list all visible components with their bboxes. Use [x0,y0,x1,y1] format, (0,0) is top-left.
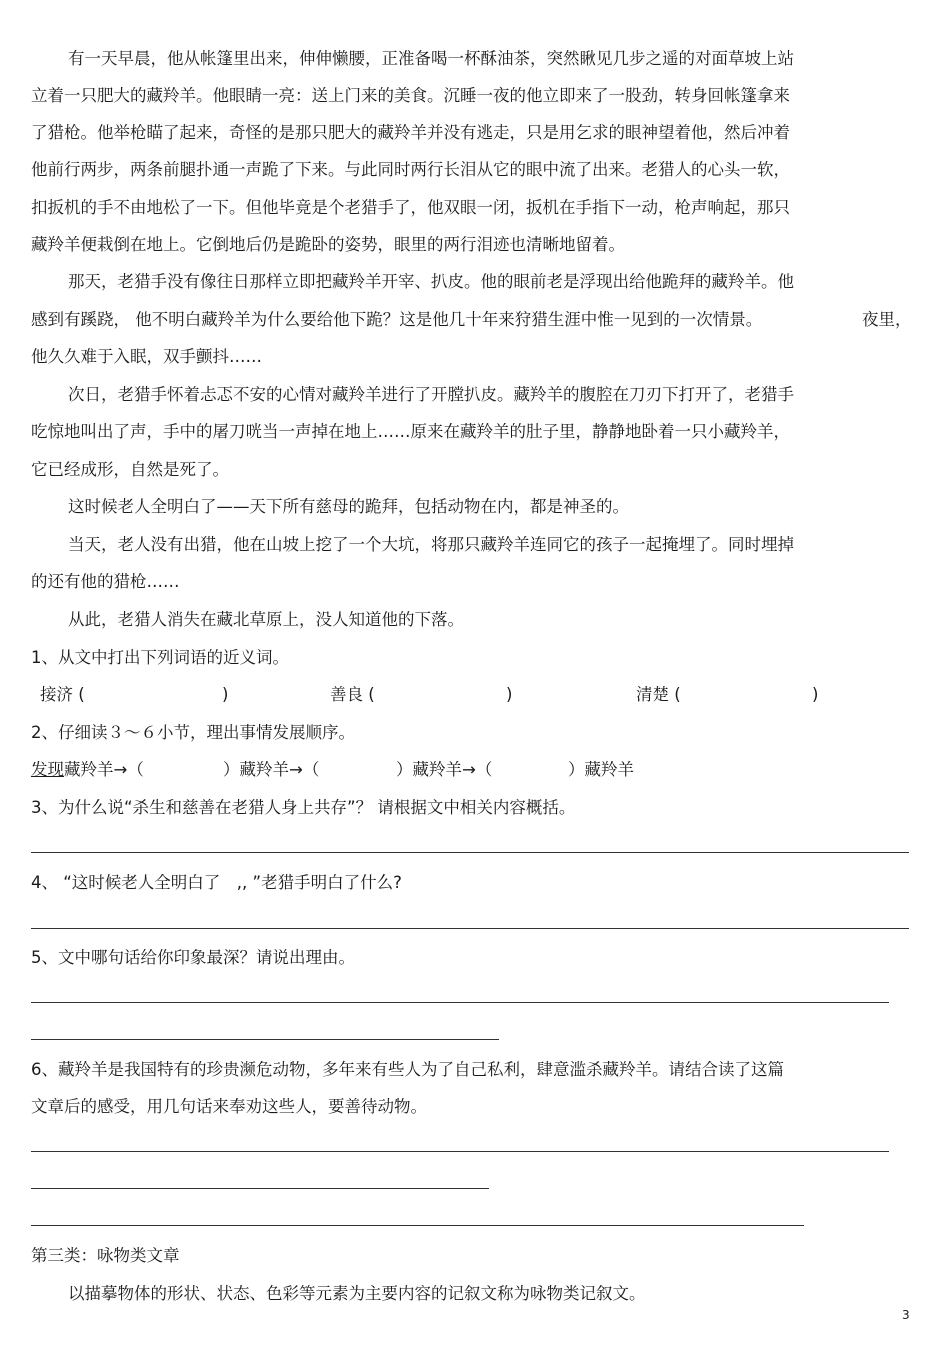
q6-answer-line-3[interactable] [31,1225,804,1226]
p3-line-1: 次日，老猎手怀着忐忑不安的心情对藏羚羊进行了开膛扒皮。藏羚羊的腹腔在刀刃下打开了，老猎手 [68,385,794,404]
p4-line-1: 这时候老人全明白了——天下所有慈母的跪拜，包括动物在内，都是神圣的。 [68,497,629,516]
q4-title: 4、 “这时候老人全明白了 ,, ”老猎手明白了什么? [31,873,402,892]
p1-line-5: 扣扳机的手不由地松了一下。但他毕竟是个老猎手了，他双眼一闭，扳机在手指下一动，枪声响起，那只 [31,198,790,217]
q5-answer-line-2[interactable] [31,1039,499,1040]
q3-answer-line[interactable] [31,852,909,853]
p5-line-1: 当天，老人没有出猎，他在山坡上挖了一个大坑，将那只藏羚羊连同它的孩子一起掩埋了。同时埋掉 [68,535,794,554]
q1-item-3-close: ) [812,685,819,704]
p6-line-1: 从此，老猎人消失在藏北草原上，没人知道他的下落。 [68,610,464,629]
q4-answer-line[interactable] [31,928,909,929]
p5-line-2: 的还有他的猎枪…… [31,572,180,591]
q2-seq-start [31,760,144,780]
q6-line-2: 文章后的感受，用几句话来奉劝这些人，要善待动物。 [31,1097,427,1116]
q2-seq-4: ）藏羚羊 [568,760,634,779]
p2-line-1: 那天，老猎手没有像往日那样立即把藏羚羊开宰、扒皮。他的眼前老是浮现出给他跪拜的藏羚羊。他 [68,272,794,291]
p3-line-3: 它已经成形，自然是死了。 [31,460,229,479]
q6-answer-line-2[interactable] [31,1188,489,1189]
q6-line-1: 6、藏羚羊是我国特有的珍贵濒危动物，多年来有些人为了自己私利，肆意滥杀藏羚羊。请结合读了这篇 [31,1060,784,1079]
p3-line-2: 吃惊地叫出了声，手中的屠刀咣当一声掉在地上……原来在藏羚羊的肚子里，静静地卧着一只小藏羚羊， [31,422,790,441]
p2-line-3: 他久久难于入眠，双手颤抖…… [31,347,262,366]
page-number: 3 [902,1308,910,1322]
q3-title: 3、为什么说“杀生和慈善在老猎人身上共存”？ 请根据文中相关内容概括。 [31,798,576,817]
section-heading: 第三类：咏物类文章 [31,1246,180,1265]
q2-seq-1: 藏羚羊→（ [64,760,144,779]
p2-line-2-tail: 夜里， [862,310,912,329]
p1-line-6: 藏羚羊便栽倒在地上。它倒地后仍是跪卧的姿势，眼里的两行泪迹也清晰地留着。 [31,235,625,254]
q5-title: 5、文中哪句话给你印象最深？请说出理由。 [31,948,355,967]
q2-seq-underlined-word: 发现 [31,760,64,779]
section-intro: 以描摹物体的形状、状态、色彩等元素为主要内容的记叙文称为咏物类记叙文。 [68,1284,646,1303]
p2-line-2: 感到有蹊跷， 他不明白藏羚羊为什么要给他下跪？这是他几十年来狩猎生涯中惟一见到的一次情景。 [31,310,763,329]
p1-line-1: 有一天早晨，他从帐篷里出来，伸伸懒腰，正准备喝一杯酥油茶，突然瞅见几步之遥的对面草坡上站 [68,49,794,68]
q1-item-1-close: ) [222,685,229,704]
q1-title: 1、从文中打出下列词语的近义词。 [31,648,289,667]
q2-seq-2: ）藏羚羊→（ [223,760,320,779]
q1-item-3-open: 清楚 ( [636,685,681,704]
p1-line-3: 了猎枪。他举枪瞄了起来，奇怪的是那只肥大的藏羚羊并没有逃走，只是用乞求的眼神望着他，然后冲着 [31,123,790,142]
p1-line-4: 他前行两步，两条前腿扑通一声跪了下来。与此同时两行长泪从它的眼中流了出来。老猎人的心头一软， [31,160,790,179]
q1-item-2-open: 善良 ( [330,685,375,704]
q5-answer-line-1[interactable] [31,1002,889,1003]
q1-item-2-close: ) [506,685,513,704]
q2-title: 2、仔细读３～６小节，理出事情发展顺序。 [31,723,355,742]
p1-line-2: 立着一只肥大的藏羚羊。他眼睛一亮：送上门来的美食。沉睡一夜的他立即来了一股劲，转身回帐篷拿来 [31,86,790,105]
q6-answer-line-1[interactable] [31,1151,889,1152]
q1-item-1-open: 接济 ( [40,685,85,704]
q2-seq-3: ）藏羚羊→（ [396,760,493,779]
